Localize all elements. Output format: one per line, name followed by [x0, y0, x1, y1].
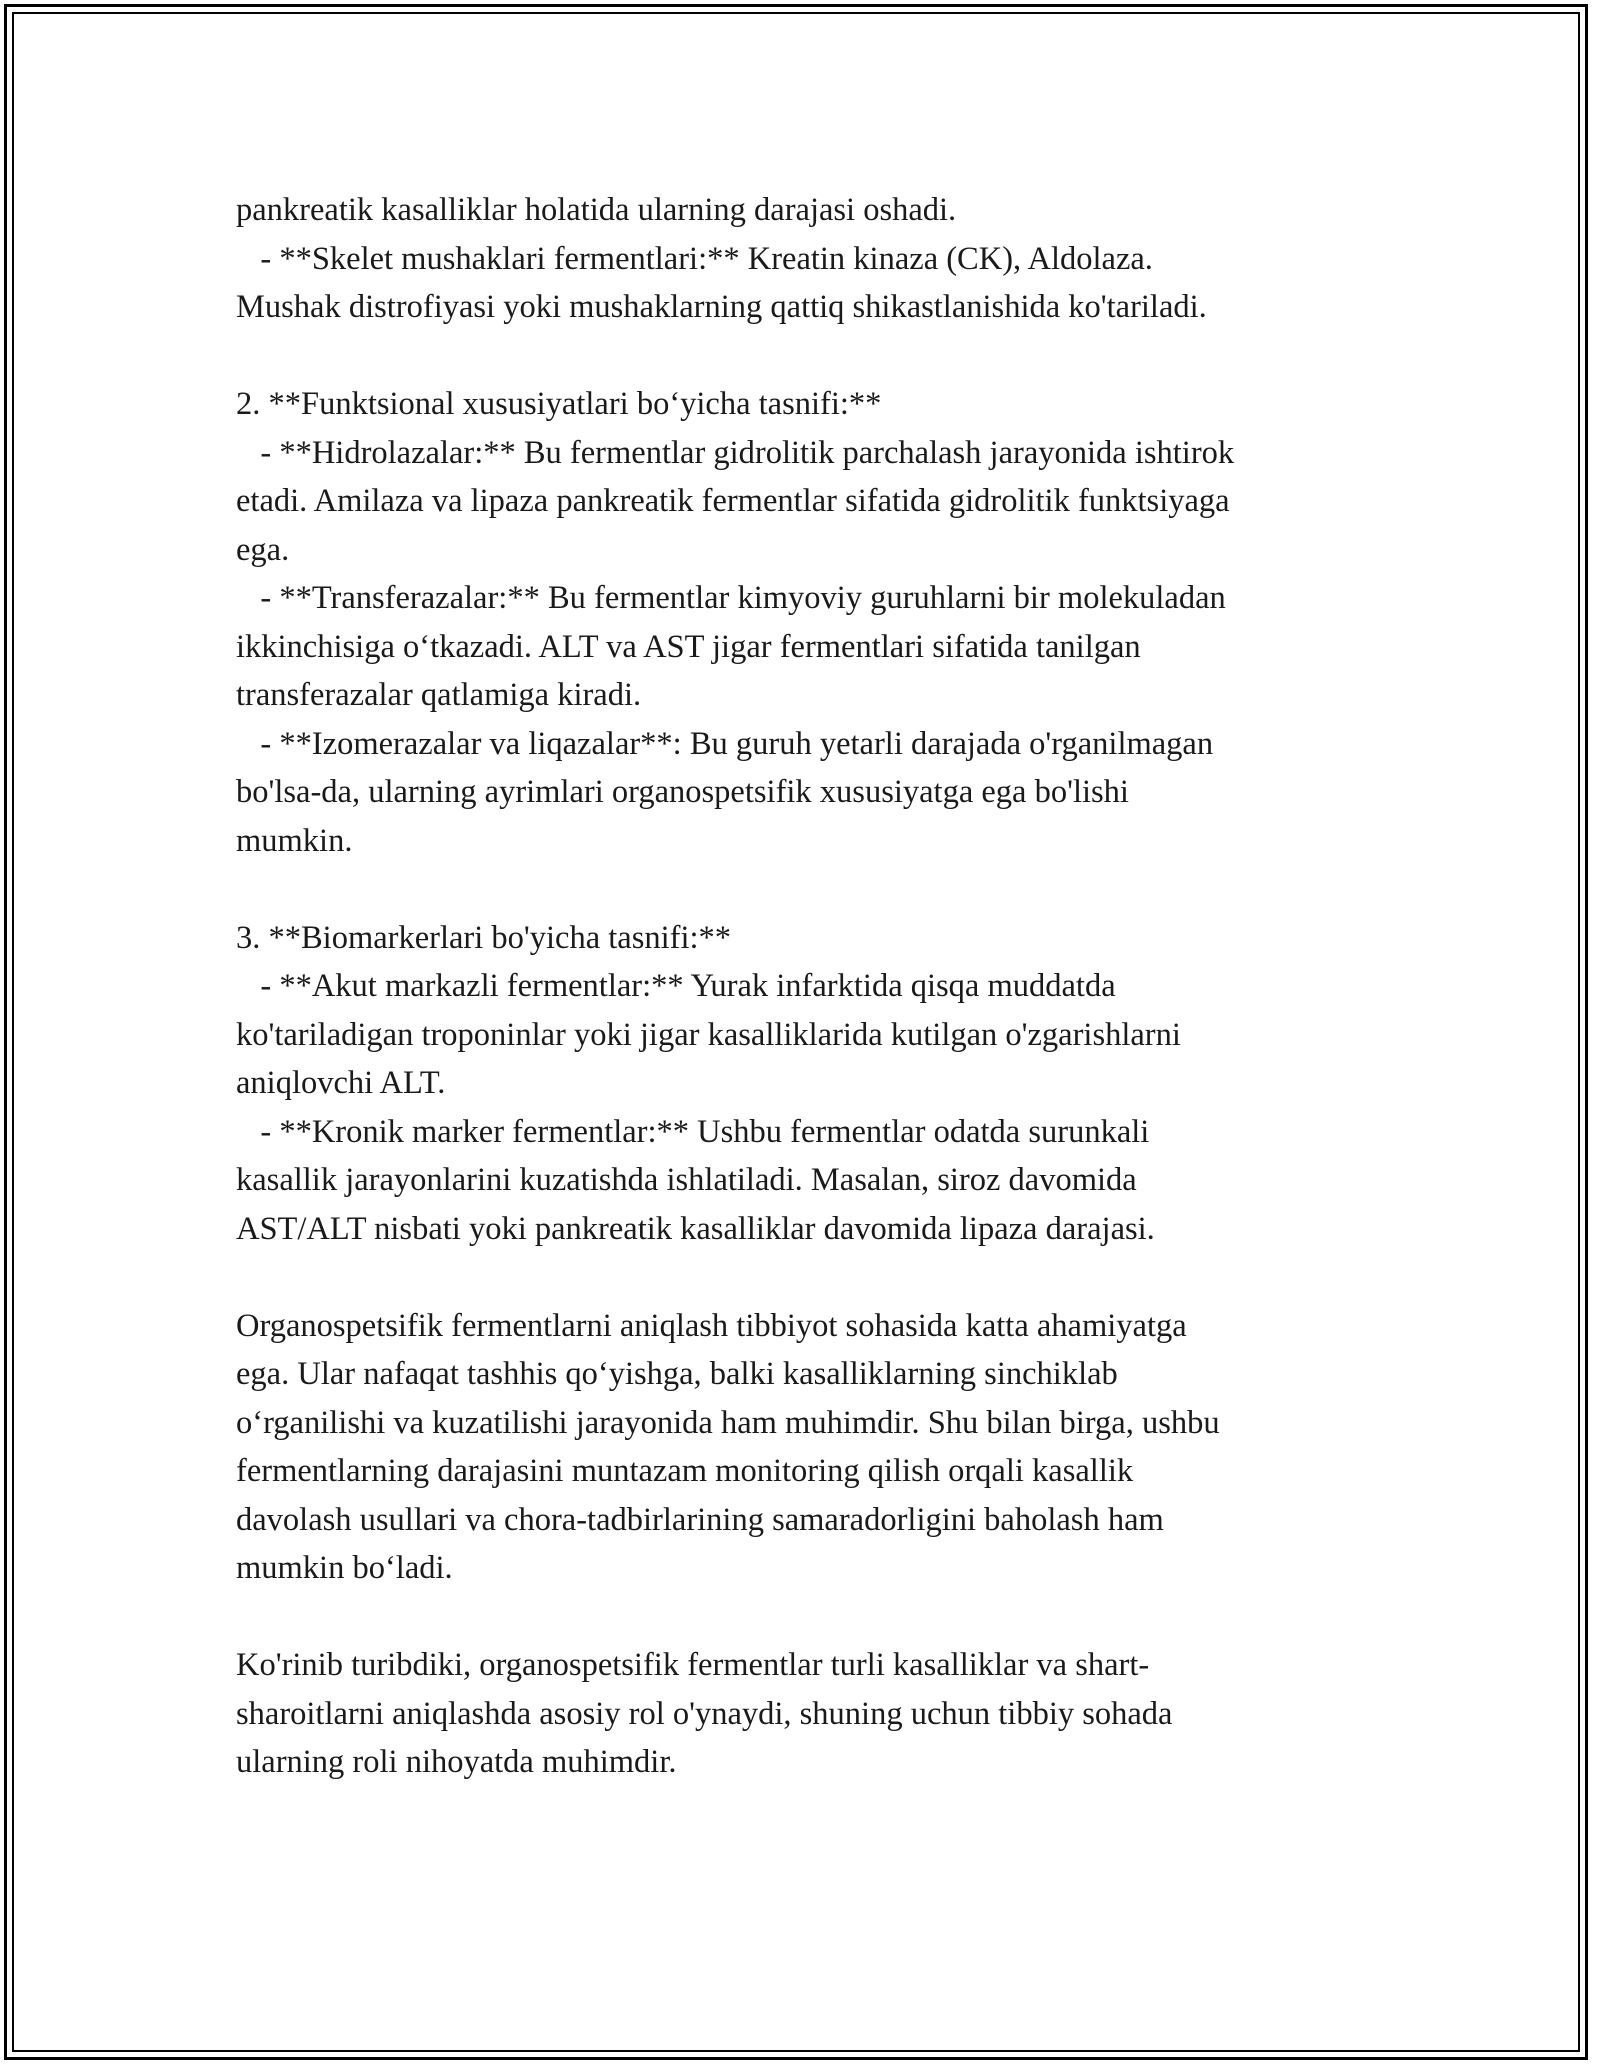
document-body	[236, 186, 1416, 1787]
text-line: - **Izomerazalar va liqazalar**: Bu guruh yetarli darajada o'rganilmagan	[236, 725, 1214, 762]
text-line: ega.	[236, 531, 290, 568]
text-line: mumkin bo‘ladi.	[236, 1550, 453, 1586]
text-line: mumkin.	[236, 822, 353, 859]
text-line: pankreatik kasalliklar holatida ularning darajasi oshadi.	[236, 192, 957, 228]
text-line: - **Akut markazli fermentlar:** Yurak infarktida qisqa muddatda	[236, 968, 1116, 1004]
paragraph-gap	[236, 1253, 1416, 1302]
text-line: ko'tariladigan troponinlar yoki jigar kasalliklarida kutilgan o'zgarishlarni	[236, 1016, 1181, 1053]
text-line: - **Skelet mushaklari fermentlari:** Kreatin kinaza (CK), Aldolaza.	[236, 240, 1153, 277]
text-line: AST/ALT nisbati yoki pankreatik kasalliklar davomida lipaza darajasi.	[236, 1210, 1155, 1247]
text-line: etadi. Amilaza va lipaza pankreatik fermentlar sifatida gidrolitik funktsiyaga	[236, 483, 1230, 519]
text-line: aniqlovchi ALT.	[236, 1065, 446, 1101]
text-line: o‘rganilishi va kuzatilishi jarayonida ham muhimdir. Shu bilan birga, ushbu	[236, 1404, 1220, 1441]
section-heading: 2. **Funktsional xususiyatlari bo‘yicha tasnifi:**	[236, 386, 882, 422]
text-line: - **Transferazalar:** Bu fermentlar kimyoviy guruhlarni bir molekuladan	[236, 580, 1226, 616]
paragraph-gap	[236, 1593, 1416, 1642]
text-line: bo'lsa-da, ularning ayrimlari organospetsifik xususiyatga ega bo'lishi	[236, 774, 1129, 810]
text-line: fermentlarning darajasini muntazam monitoring qilish orqali kasallik	[236, 1453, 1134, 1489]
text-line: Organospetsifik fermentlarni aniqlash tibbiyot sohasida katta ahamiyatga	[236, 1307, 1187, 1344]
section-heading: 3. **Biomarkerlari bo'yicha tasnifi:**	[236, 919, 732, 956]
text-line: sharoitlarni aniqlashda asosiy rol o'ynaydi, shuning uchun tibbiy sohada	[236, 1695, 1173, 1732]
text-line: - **Kronik marker fermentlar:** Ushbu fermentlar odatda surunkali	[236, 1113, 1150, 1150]
text-line: ega. Ular nafaqat tashhis qo‘yishga, balki kasalliklarning sinchiklab	[236, 1356, 1118, 1392]
text-line: davolash usullari va chora-tadbirlarining samaradorligini baholash ham	[236, 1501, 1164, 1538]
text-line: Ko'rinib turibdiki, organospetsifik fermentlar turli kasalliklar va shart-	[236, 1647, 1150, 1683]
text-line: Mushak distrofiyasi yoki mushaklarning qattiq shikastlanishida ko'tariladi.	[236, 289, 1207, 325]
paragraph-gap	[236, 332, 1416, 381]
paragraph-gap	[236, 865, 1416, 914]
text-line: kasallik jarayonlarini kuzatishda ishlatiladi. Masalan, siroz davomida	[236, 1162, 1137, 1198]
text-line: transferazalar qatlamiga kiradi.	[236, 677, 642, 713]
text-line: - **Hidrolazalar:** Bu fermentlar gidrolitik parchalash jarayonida ishtirok	[236, 434, 1235, 471]
text-line: ularning roli nihoyatda muhimdir.	[236, 1744, 677, 1780]
text-line: ikkinchisiga o‘tkazadi. ALT va AST jigar fermentlari sifatida tanilgan	[236, 628, 1141, 665]
